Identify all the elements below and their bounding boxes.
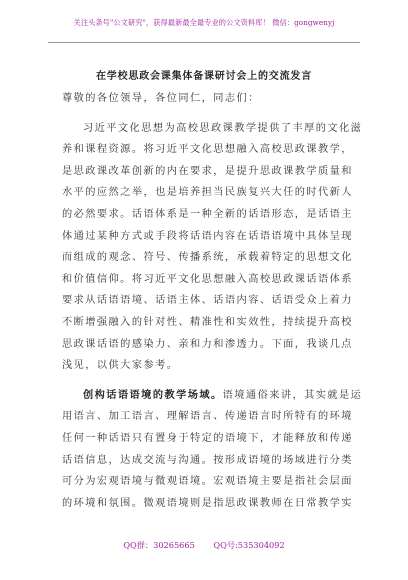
paragraph-line: 体通过某种方式或手段将话语内容在话语语境中具体呈现 [62,230,353,242]
header-banner: 关注头条号"公文研究"，获得最新最全最专业的公文资料库！ 微信：gongwenyj [73,18,335,27]
paragraph-line: 习近平文化思想为高校思政课教学提供了丰厚的文化滋 [83,122,363,134]
paragraph-line: 用语言、加工语言、理解语言、传递语言时所特有的环境 [62,411,353,423]
paragraph-line: 的环境和氛围。微观语境则是指思政课教师在日常教学实 [62,497,353,509]
paragraph-text: 语境通俗来讲，其实就是运 [222,389,363,401]
paragraph-line: 要求从话语语境、话语主体、话语内容、话语受众上着力 [62,295,353,307]
paragraph-line: 而组成的观念、符号、传播系统，承载着特定的思想文化 [62,252,353,264]
paragraph-line: 和价值信仰。将习近平文化思想融入高校思政课话语体系 [62,273,353,285]
paragraph-line: 水平的应然之举，也是培养担当民族复兴大任的时代新人 [62,187,353,199]
paragraph-line: 可分为宏观语境与微观语境。宏观语境主要是指社会层面 [62,476,353,488]
paragraph-line: 养和课程资源。将习近平文化思想融入高校思政课教学， [62,144,353,156]
paragraph-line: 是思政课改革创新的内在要求，是提升思政课教学质量和 [62,165,353,177]
document-title: 在学校思政会课集体备课研讨会上的交流发言 [96,71,312,82]
paragraph-line [62,385,363,407]
paragraph-line: 话语信息，达成交流与沟通。按形成语境的场域进行分类 [62,454,353,466]
paragraph-line: 的必然要求。话语体系是一种全新的话语形态，是话语主 [62,208,353,220]
paragraph-line: 任何一种话语只有置身于特定的语境下，才能释放和传递 [62,432,353,444]
paragraph-line: 思政课话语的感染力、亲和力和渗透力。下面，我谈几点 [62,338,353,350]
page-footer [0,540,408,551]
paragraph-line: 浅见，以供大家参考。 [62,360,179,372]
document-body [62,88,363,514]
qq-number-text: QQ号:535304092 [213,540,285,550]
header-divider [48,42,360,43]
section-heading: 创构话语语境的教学场域。 [83,388,223,401]
paragraph-line: 不断增强融入的针对性、精准性和实效性，持续提升高校 [62,316,353,328]
salutation: 尊敬的各位领导，各位同仁，同志们： [62,93,260,104]
qq-group-text: QQ群：30265665 [123,540,195,550]
